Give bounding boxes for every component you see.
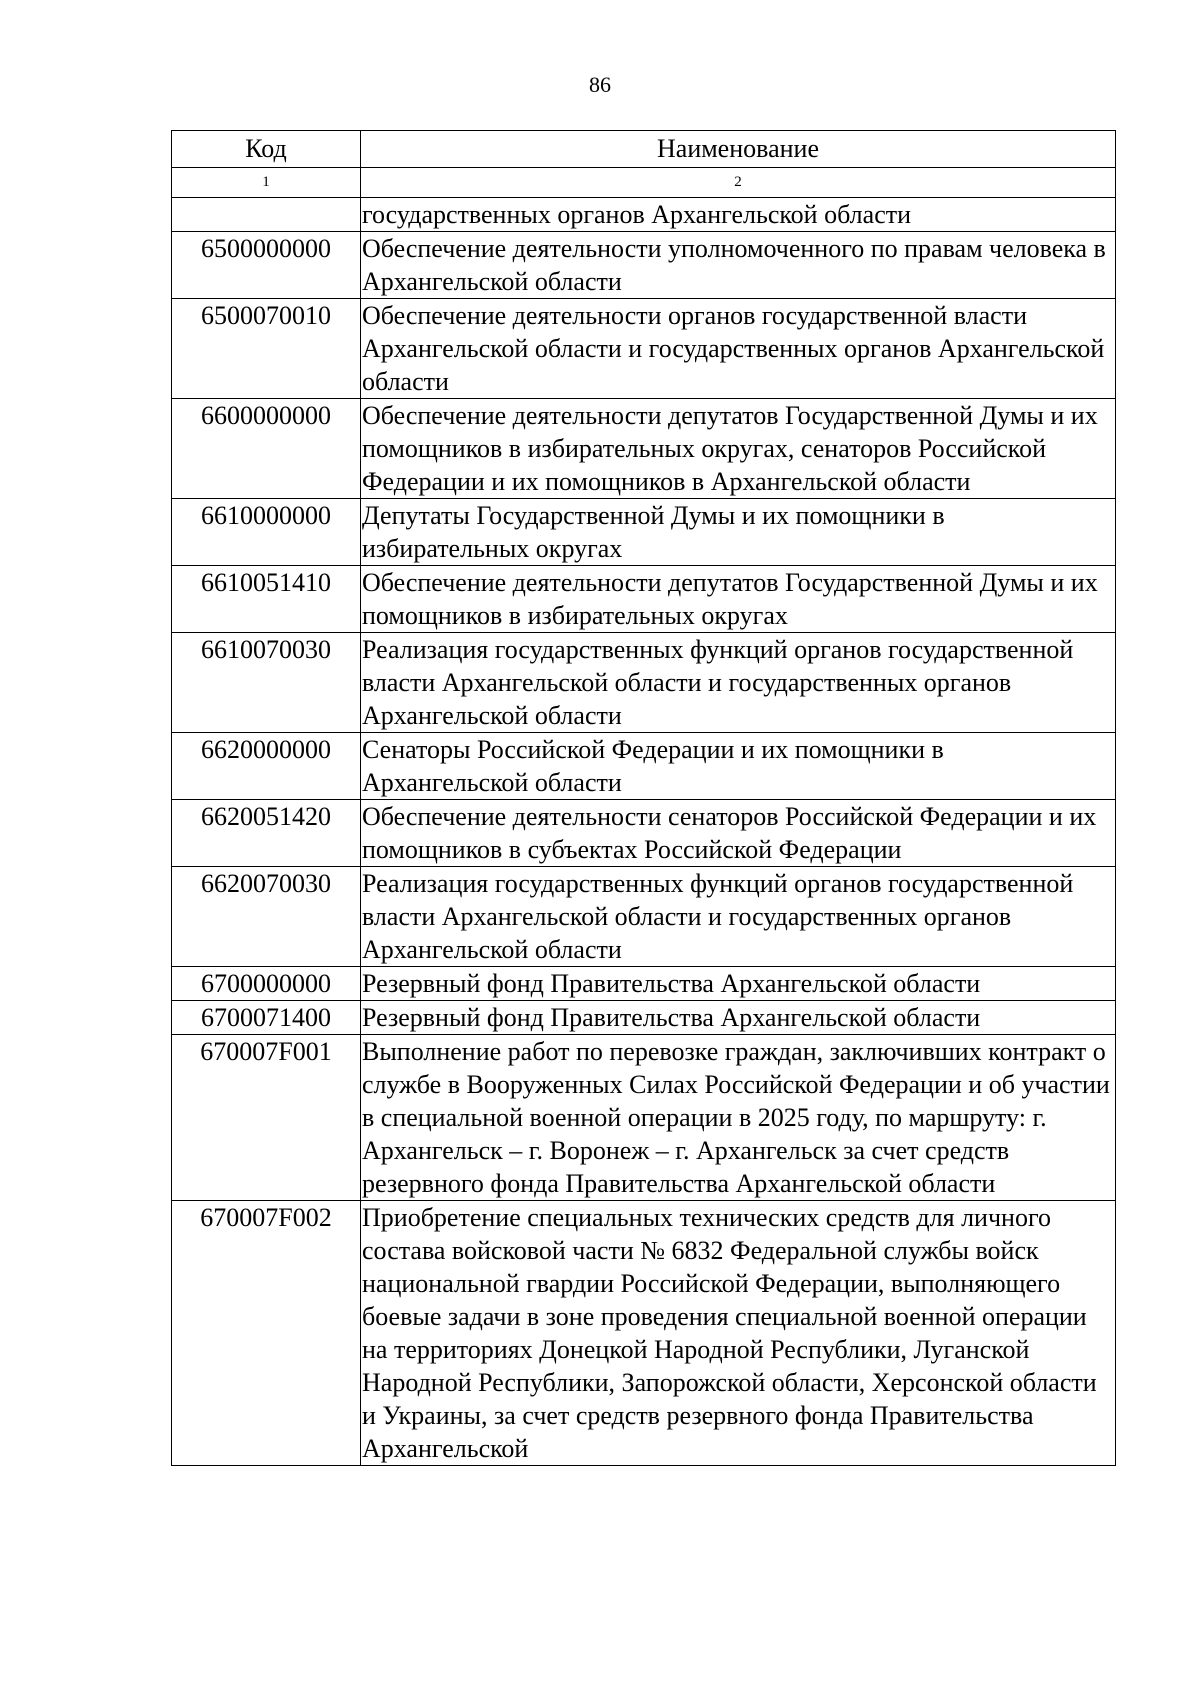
row-name: Резервный фонд Правительства Архангельской области: [361, 967, 1116, 1001]
page-number: 86: [589, 72, 611, 97]
row-name: Обеспечение деятельности органов государственной власти Архангельской области и государственных органов Архангельской области: [361, 299, 1116, 399]
row-name: Выполнение работ по перевозке граждан, заключивших контракт о службе в Вооруженных Силах Российской Федерации и об участии в специальной военной операции в 2025 году, по маршруту: г. Архангельск – г. Воронеж – г. Архангельск за счет средств резервного фонда Правительства Архангельской области: [361, 1035, 1116, 1201]
row-name: Депутаты Государственной Думы и их помощники в избирательных округах: [361, 499, 1116, 566]
table-row: [172, 1035, 1116, 1201]
code-name-table: [171, 130, 1116, 1466]
column-number-row: [172, 168, 1116, 198]
row-code: 6610070030: [172, 633, 361, 733]
row-name: Обеспечение деятельности сенаторов Российской Федерации и их помощников в субъектах Российской Федерации: [361, 800, 1116, 867]
row-code: 670007F001: [172, 1035, 361, 1201]
row-code: [172, 198, 361, 232]
table-row: [172, 967, 1116, 1001]
row-name: Сенаторы Российской Федерации и их помощники в Архангельской области: [361, 733, 1116, 800]
row-name: Резервный фонд Правительства Архангельской области: [361, 1001, 1116, 1035]
row-name: государственных органов Архангельской области: [361, 198, 1116, 232]
table-row: [172, 733, 1116, 800]
row-code: 6600000000: [172, 399, 361, 499]
row-code: 6620000000: [172, 733, 361, 800]
row-code: 670007F002: [172, 1201, 361, 1466]
table-row: [172, 566, 1116, 633]
column-number-name: 2: [361, 168, 1116, 198]
row-code: 6700000000: [172, 967, 361, 1001]
row-code: 6610051410: [172, 566, 361, 633]
header-name: Наименование: [361, 131, 1116, 168]
row-code: 6700071400: [172, 1001, 361, 1035]
row-code: 6620051420: [172, 800, 361, 867]
row-name: Реализация государственных функций органов государственной власти Архангельской области и государственных органов Архангельской области: [361, 633, 1116, 733]
row-code: 6500070010: [172, 299, 361, 399]
table-row: [172, 232, 1116, 299]
table-row: [172, 867, 1116, 967]
table-row: [172, 198, 1116, 232]
row-name: Приобретение специальных технических средств для личного состава войсковой части № 6832 Федеральной службы войск национальной гвардии Российской Федерации, выполняющего боевые задачи в зоне проведения специальной военной операции на территориях Донецкой Народной Республики, Луганской Народной Республики, Запорожской области, Херсонской области и Украины, за счет средств резервного фонда Правительства Архангельской: [361, 1201, 1116, 1466]
table-row: [172, 399, 1116, 499]
row-name: Реализация государственных функций органов государственной власти Архангельской области и государственных органов Архангельской области: [361, 867, 1116, 967]
row-code: 6610000000: [172, 499, 361, 566]
header-code: Код: [172, 131, 361, 168]
row-name: Обеспечение деятельности уполномоченного по правам человека в Архангельской области: [361, 232, 1116, 299]
row-name: Обеспечение деятельности депутатов Государственной Думы и их помощников в избирательных округах, сенаторов Российской Федерации и их помощников в Архангельской области: [361, 399, 1116, 499]
table-row: [172, 1001, 1116, 1035]
table-row: [172, 800, 1116, 867]
table-header-row: [172, 131, 1116, 168]
table-row: [172, 499, 1116, 566]
table-row: [172, 1201, 1116, 1466]
row-code: 6620070030: [172, 867, 361, 967]
table-row: [172, 299, 1116, 399]
table-row: [172, 633, 1116, 733]
row-name: Обеспечение деятельности депутатов Государственной Думы и их помощников в избирательных округах: [361, 566, 1116, 633]
column-number-code: 1: [172, 168, 361, 198]
row-code: 6500000000: [172, 232, 361, 299]
